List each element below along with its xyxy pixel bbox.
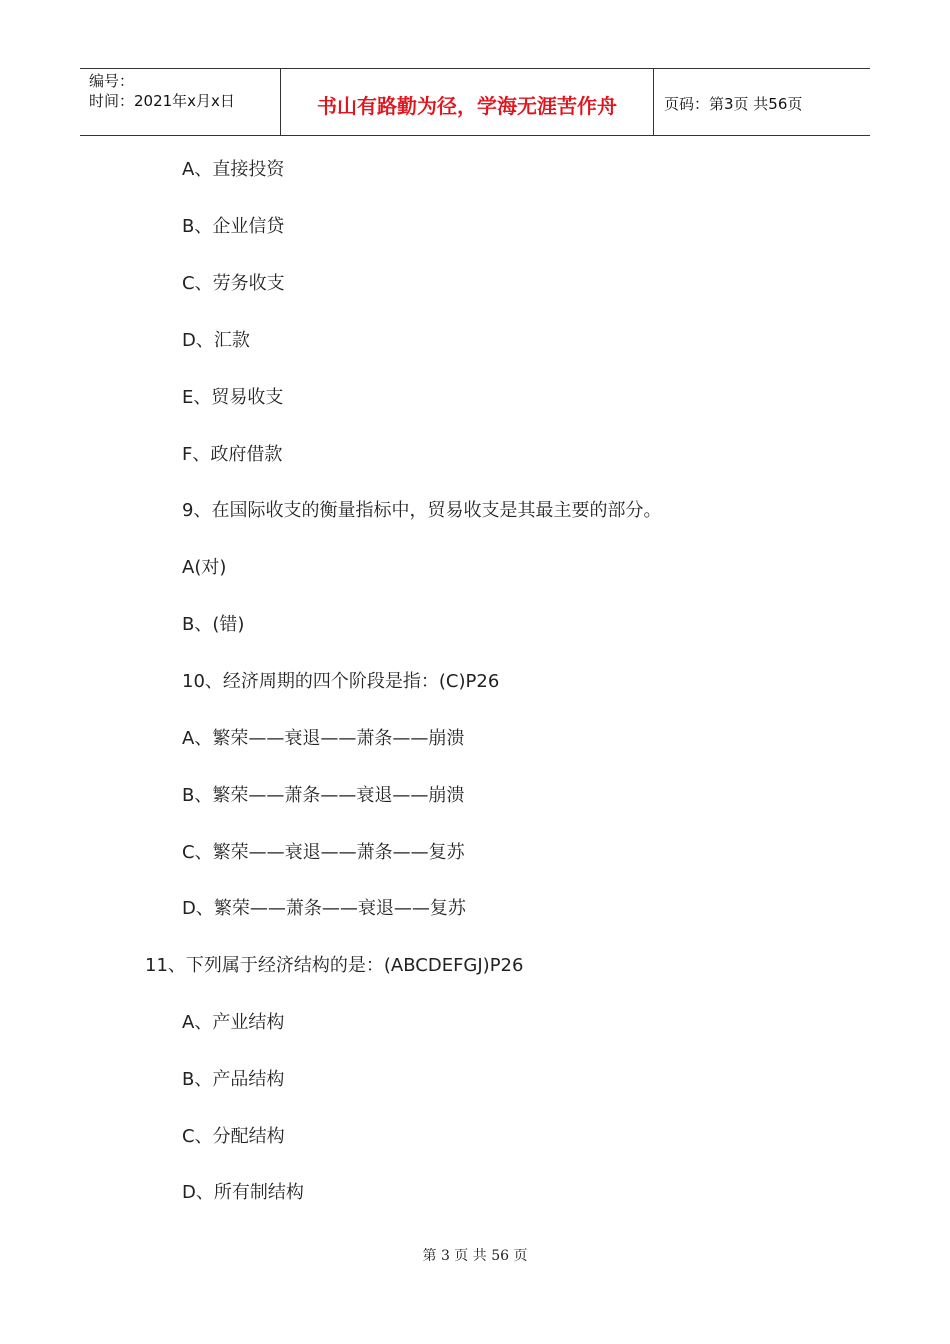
option-line: A、产业结构	[182, 1012, 285, 1033]
header-page-label: 页码：第3页 共56页	[664, 94, 803, 113]
question-line: 11、下列属于经济结构的是：(ABCDEFGJ)P26	[145, 955, 524, 976]
option-line: B、产品结构	[182, 1069, 285, 1090]
option-line: F、政府借款	[182, 444, 283, 465]
page-footer: 第 3 页 共 56 页	[422, 1248, 528, 1264]
header-meta	[80, 69, 281, 135]
option-line: D、繁荣——萧条——衰退——复苏	[182, 898, 466, 919]
option-line: B、繁荣——萧条——衰退——崩溃	[182, 785, 465, 806]
option-line: D、汇款	[182, 330, 250, 351]
option-line: B、(错)	[182, 614, 245, 635]
page-header	[80, 68, 870, 136]
option-line: C、分配结构	[182, 1126, 285, 1147]
header-time-label: 时间：2021年x月x日	[89, 92, 235, 110]
option-line: E、贸易收支	[182, 387, 284, 408]
option-line: A、繁荣——衰退——萧条——崩溃	[182, 728, 465, 749]
option-line: A(对)	[182, 557, 227, 578]
option-line: C、劳务收支	[182, 273, 285, 294]
question-line: 10、经济周期的四个阶段是指：(C)P26	[182, 671, 500, 692]
option-line: D、所有制结构	[182, 1182, 304, 1203]
header-number-label: 编号：	[89, 72, 135, 90]
option-line: A、直接投资	[182, 159, 285, 180]
question-line: 9、在国际收支的衡量指标中，贸易收支是其最主要的部分。	[182, 500, 662, 521]
option-line: B、企业信贷	[182, 216, 285, 237]
option-line: C、繁荣——衰退——萧条——复苏	[182, 842, 465, 863]
header-motto: 书山有路勤为径，学海无涯苦作舟	[281, 69, 654, 135]
